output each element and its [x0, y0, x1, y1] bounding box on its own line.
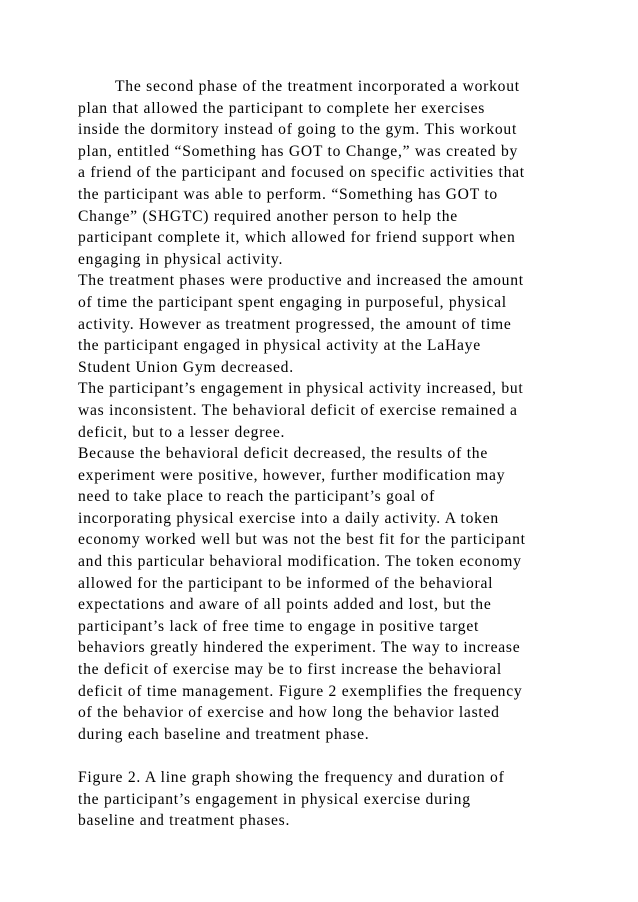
figure-caption [78, 767, 568, 832]
paragraph-engagement [78, 378, 568, 443]
paragraph-second-phase [78, 76, 568, 270]
paragraph-line: need to take place to reach the participant’s goal of [78, 488, 436, 506]
paragraph-line: activity. However as treatment progressed, the amount of time [78, 315, 512, 333]
document-body [78, 76, 568, 832]
caption-line: baseline and treatment phases. [78, 812, 291, 830]
caption-line: Figure 2. A line graph showing the frequency and duration of [78, 769, 505, 786]
paragraph-line: of time the participant spent engaging in purposeful, physical [78, 293, 507, 311]
paragraph-line: Because the behavioral deficit decreased, the results of the [78, 445, 488, 463]
paragraph-line: deficit, but to a lesser degree. [78, 423, 286, 441]
paragraph-line: deficit of time management. Figure 2 exemplifies the frequency [78, 682, 523, 700]
paragraph-line: expectations and aware of all points added and lost, but the [78, 596, 492, 614]
paragraph-line: participant complete it, which allowed for friend support when [78, 229, 516, 247]
paragraph-line: The participant’s engagement in physical activity increased, but [78, 380, 524, 398]
paragraph-line: The second phase of the treatment incorporated a workout [115, 78, 520, 95]
paragraph-results [78, 443, 568, 745]
paragraph-line: participant’s lack of free time to engage in positive target [78, 617, 480, 635]
paragraph-line: the deficit of exercise may be to first increase the behavioral [78, 661, 502, 679]
caption-line: the participant’s engagement in physical exercise during [78, 790, 471, 808]
paragraph-line: behaviors greatly hindered the experiment. The way to increase [78, 639, 521, 657]
paragraph-line: experiment were positive, however, further modification may [78, 466, 506, 484]
paragraph-line: and this particular behavioral modification. The token economy [78, 553, 522, 571]
paragraph-line: a friend of the participant and focused on specific activities that [78, 164, 525, 182]
paragraph-line: inside the dormitory instead of going to the gym. This workout [78, 121, 518, 139]
paragraph-line: economy worked well but was not the best fit for the participant [78, 531, 526, 549]
paragraph-line: plan, entitled “Something has GOT to Change,” was created by [78, 142, 519, 160]
paragraph-spacer [78, 745, 568, 767]
paragraph-line: plan that allowed the participant to complete her exercises [78, 99, 486, 117]
paragraph-line: during each baseline and treatment phase. [78, 725, 370, 743]
paragraph-line: Change” (SHGTC) required another person to help the [78, 207, 458, 225]
paragraph-line: allowed for the participant to be informed of the behavioral [78, 574, 494, 592]
paragraph-line: was inconsistent. The behavioral deficit of exercise remained a [78, 401, 518, 419]
paragraph-line: of the behavior of exercise and how long the behavior lasted [78, 704, 500, 722]
paragraph-treatment-phases [78, 270, 568, 378]
paragraph-line: the participant engaged in physical activity at the LaHaye [78, 337, 481, 355]
paragraph-line: The treatment phases were productive and increased the amount [78, 272, 524, 290]
paragraph-line: incorporating physical exercise into a daily activity. A token [78, 509, 499, 527]
paragraph-line: engaging in physical activity. [78, 250, 284, 268]
paragraph-line: Student Union Gym decreased. [78, 358, 294, 376]
paragraph-line: the participant was able to perform. “Something has GOT to [78, 185, 498, 203]
